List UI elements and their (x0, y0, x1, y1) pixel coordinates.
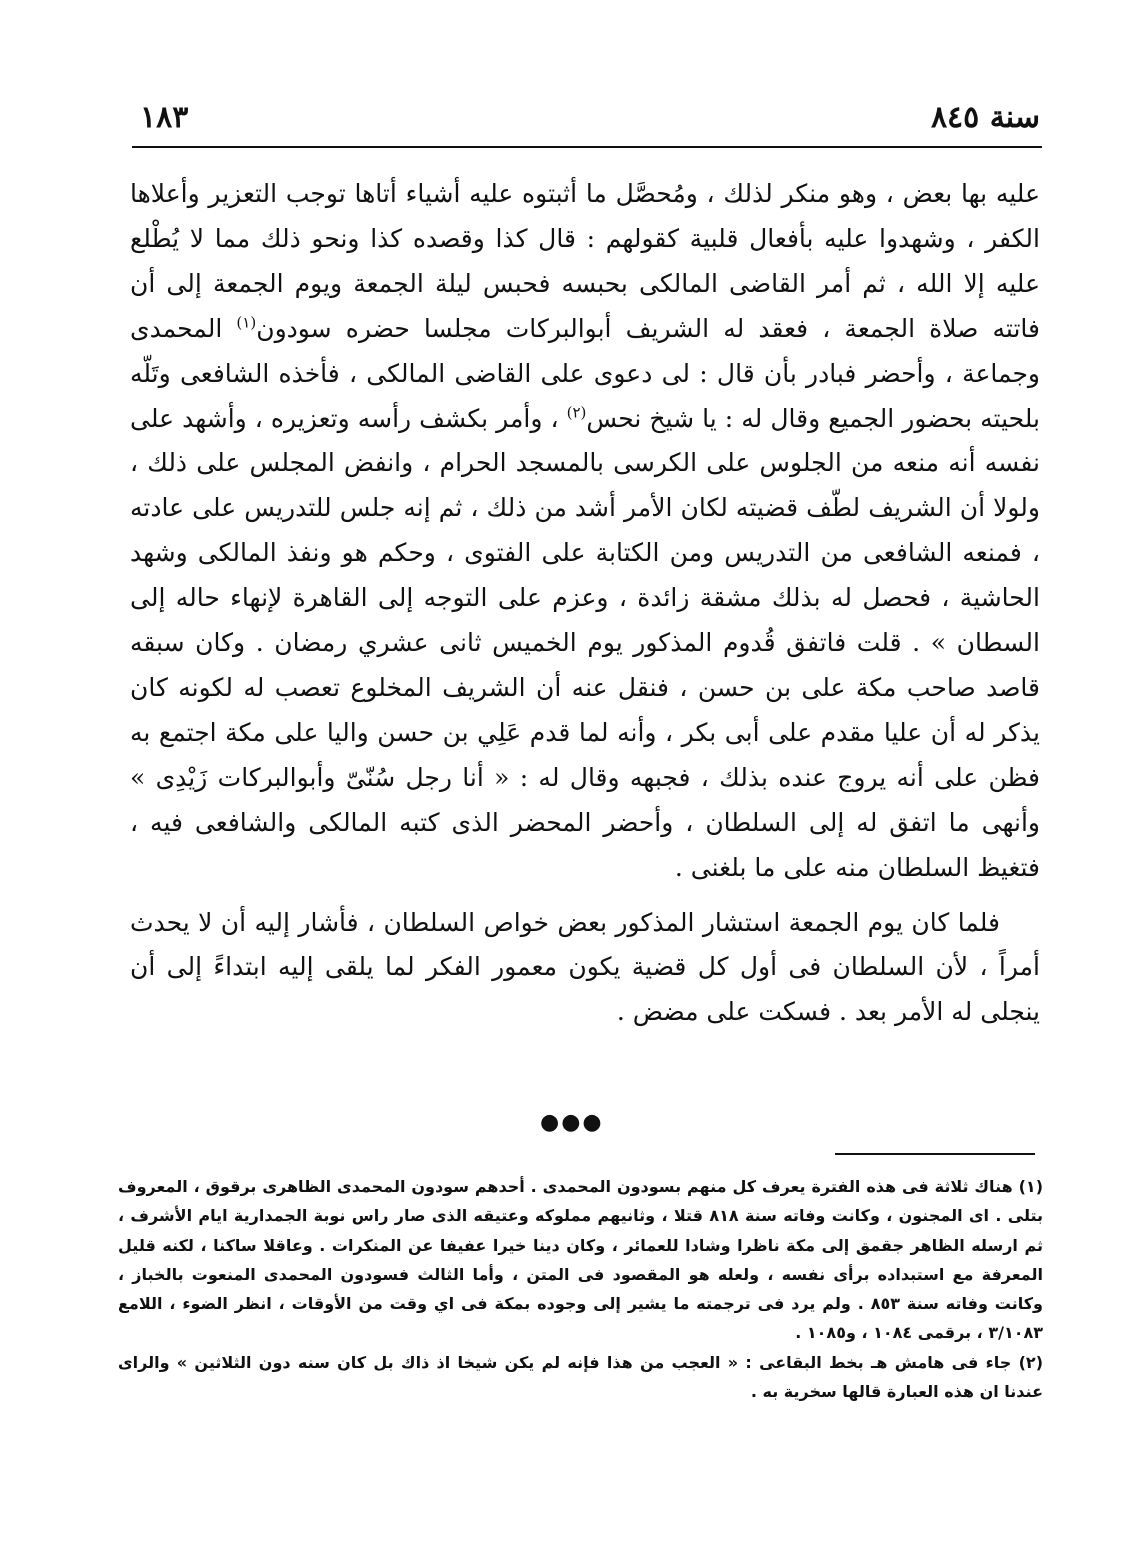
running-header (140, 100, 1040, 140)
header-rule (132, 146, 1042, 148)
page-number: ١٨٣ (140, 100, 189, 135)
paragraph-1 (130, 172, 1040, 891)
paragraph-1-part-b: المحمدى وجماعة ، وأحضر فبادر بأن قال : لى دعوى على القاضى المالكى ، فأخذه الشافعى وتَلّه بلحيته بحضور الجميع وقال له : يا شيخ نحس (130, 313, 1041, 433)
footnote-rule (835, 1153, 1035, 1155)
paragraph-1-part-a: عليه بها بعض ، وهو منكر لذلك ، ومُحصَّل ما أثبتوه عليه أشياء أتاها توجب التعزير وأعلاها الكفر ، وشهدوا عليه بأفعال قلبية كقولهم : قال كذا وقصده كذا ونحو ذلك مما لا يُطْلع عليه إلا الله ، ثم أمر القاضى المالكى بحبسه فحبس ليلة الجمعة ويوم الجمعة إلى أن فاتته صلاة الجمعة ، فعقد له الشريف أبوالبركات مجلسا حضره سودون (130, 179, 1040, 343)
section-separator: ●●● (540, 1110, 604, 1135)
footnotes (118, 1172, 1043, 1406)
paragraph-2: فلما كان يوم الجمعة استشار المذكور بعض خواص السلطان ، فأشار إليه أن لا يحدث أمراً ، لأن السلطان فى أول كل قضية يكون معمور الفكر لما يلقى إليه ابتداءً إلى أن ينجلى له الأمر بعد . فسكت على مضض . (130, 907, 1040, 1027)
footnote-2: (٢) جاء فى هامش هـ بخط البقاعى : « العجب من هذا فإنه لم يكن شيخا اذ ذاك بل كان سنه دون الثلاثين » والراى عندنا ان هذه العبارة قالها سخرية به . (118, 1352, 1043, 1402)
footnote-1: (١) هناك ثلاثة فى هذه الفترة يعرف كل منهم بسودون المحمدى . أحدهم سودون المحمدى الظاهرى برقوق ، المعروف بتلى . اى المجنون ، وكانت وفاته سنة ٨١٨ قتلا ، وثانيهم مملوكه وعتيقه الذى صار راس نوبة الجمدارية ايام الأشرف ، ثم ارسله الظاهر جقمق إلى مكة ناظرا وشادا للعمائر ، وكان دينا خيرا عفيفا عن المنكرات . وعاقلا ساكنا ، لكنه قليل المعرفة مع استبداده برأى نفسه ، ولعله هو المقصود فى المتن ، وأما الثالث فسودون المحمدى المنعوت بالخباز ، وكانت وفاته سنة ٨٥٣ . ولم يرد فى ترجمته ما يشير إلى وجوده بمكة فى اي وقت من الأوقات ، انظر الضوء ، اللامع ٣/١٠٨٣ ، برقمى ١٠٨٤ ، و١٠٨٥ . (118, 1177, 1044, 1343)
header-year: سنة ٨٤٥ (930, 100, 1040, 135)
paragraph-1-part-c: ، وأمر بكشف رأسه وتعزيره ، وأشهد على نفسه أنه منعه من الجلوس على الكرسى بالمسجد الحرام ، وانفض المجلس على ذلك ، ولولا أن الشريف لطّف قضيته لكان الأمر أشد من ذلك ، ثم إنه جلس للتدريس على عادته ، فمنعه الشافعى من التدريس ومن الكتابة على الفتوى ، وحكم هو ونفذ المالكى وشهد الحاشية ، فحصل له بذلك مشقة زائدة ، وعزم على التوجه إلى القاهرة لإنهاء حاله إلى السطان » . قلت فاتفق قُدوم المذكور يوم الخميس ثانى عشري رمضان . وكان سبقه قاصد صاحب مكة على بن حسن ، فنقل عنه أن الشريف المخلوع تعصب له لكونه كان يذكر له أن عليا مقدم على أبى بكر ، وأنه لما قدم عَلِي بن حسن واليا على مكة اجتمع به فظن على أنه يروج عنده بذلك ، فجبهه وقال له : « أنا رجل سُنّىّ وأبوالبركات زَيْدِى » وأنهى ما اتفق له إلى السلطان ، وأحضر المحضر الذى كتبه المالكى والشافعى فيه ، فتغيظ السلطان منه على ما بلغنى . (130, 403, 1040, 882)
footnote-ref-2[interactable]: (٢) (566, 403, 587, 422)
main-text (130, 172, 1040, 1035)
footnote-ref-1[interactable]: (١) (236, 313, 257, 332)
